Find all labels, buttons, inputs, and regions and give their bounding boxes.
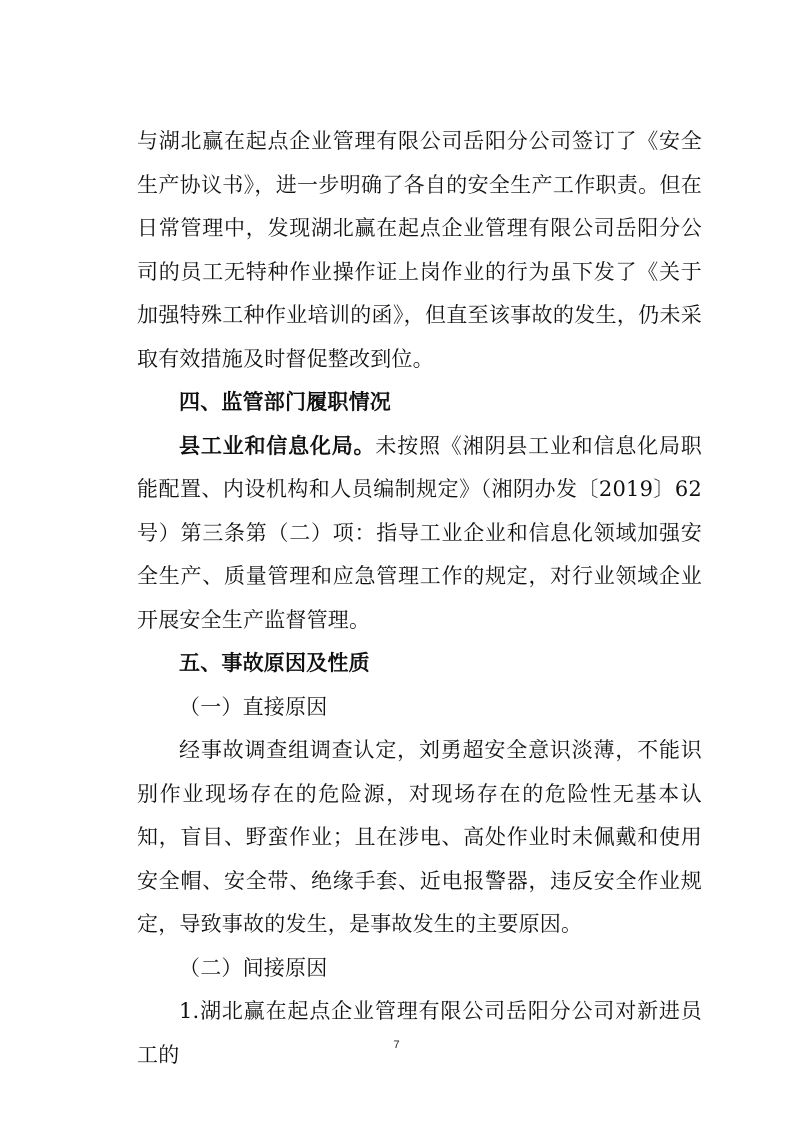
document-body	[137, 120, 702, 1077]
paragraph-industry-bureau	[137, 425, 702, 643]
page-number: 7	[393, 1039, 400, 1051]
subheading-indirect-cause: （二）间接原因	[179, 955, 328, 980]
paragraph-bureau-text: 未按照《湘阴县工业和信息化局职能配置、内设机构和人员编制规定》（湘阴办发〔2019〕62号）第三条第（二）项：指导工业企业和信息化领域加强安全生产、质量管理和应急管理工作的规定，对行业领域企业开展安全生产监督管理。	[137, 433, 702, 632]
subheading-direct-cause: （一）直接原因	[179, 694, 328, 719]
paragraph-direct-cause: 经事故调查组调查认定，刘勇超安全意识淡薄，不能识别作业现场存在的危险源，对现场存在的危险性无基本认知，盲目、野蛮作业；且在涉电、高处作业时未佩戴和使用安全帽、安全带、绝缘手套、近电报警器，违反安全作业规定，导致事故的发生，是事故发生的主要原因。	[137, 738, 702, 936]
paragraph-lead-bureau: 县工业和信息化局。	[179, 433, 376, 458]
paragraph-safety-agreement: 与湖北赢在起点企业管理有限公司岳阳分公司签订了《安全生产协议书》，进一步明确了各自的安全生产工作职责。但在日常管理中，发现湖北赢在起点企业管理有限公司岳阳分公司的员工无特种作业操作证上岗作业的行为虽下发了《关于加强特殊工种作业培训的函》，但直至该事故的发生，仍未采取有效措施及时督促整改到位。	[137, 129, 702, 371]
heading-cause-nature: 五、事故原因及性质	[179, 651, 370, 675]
heading-supervision: 四、监管部门履职情况	[179, 390, 391, 414]
paragraph-indirect-cause: 1.湖北赢在起点企业管理有限公司岳阳分公司对新进员工的	[137, 999, 702, 1067]
